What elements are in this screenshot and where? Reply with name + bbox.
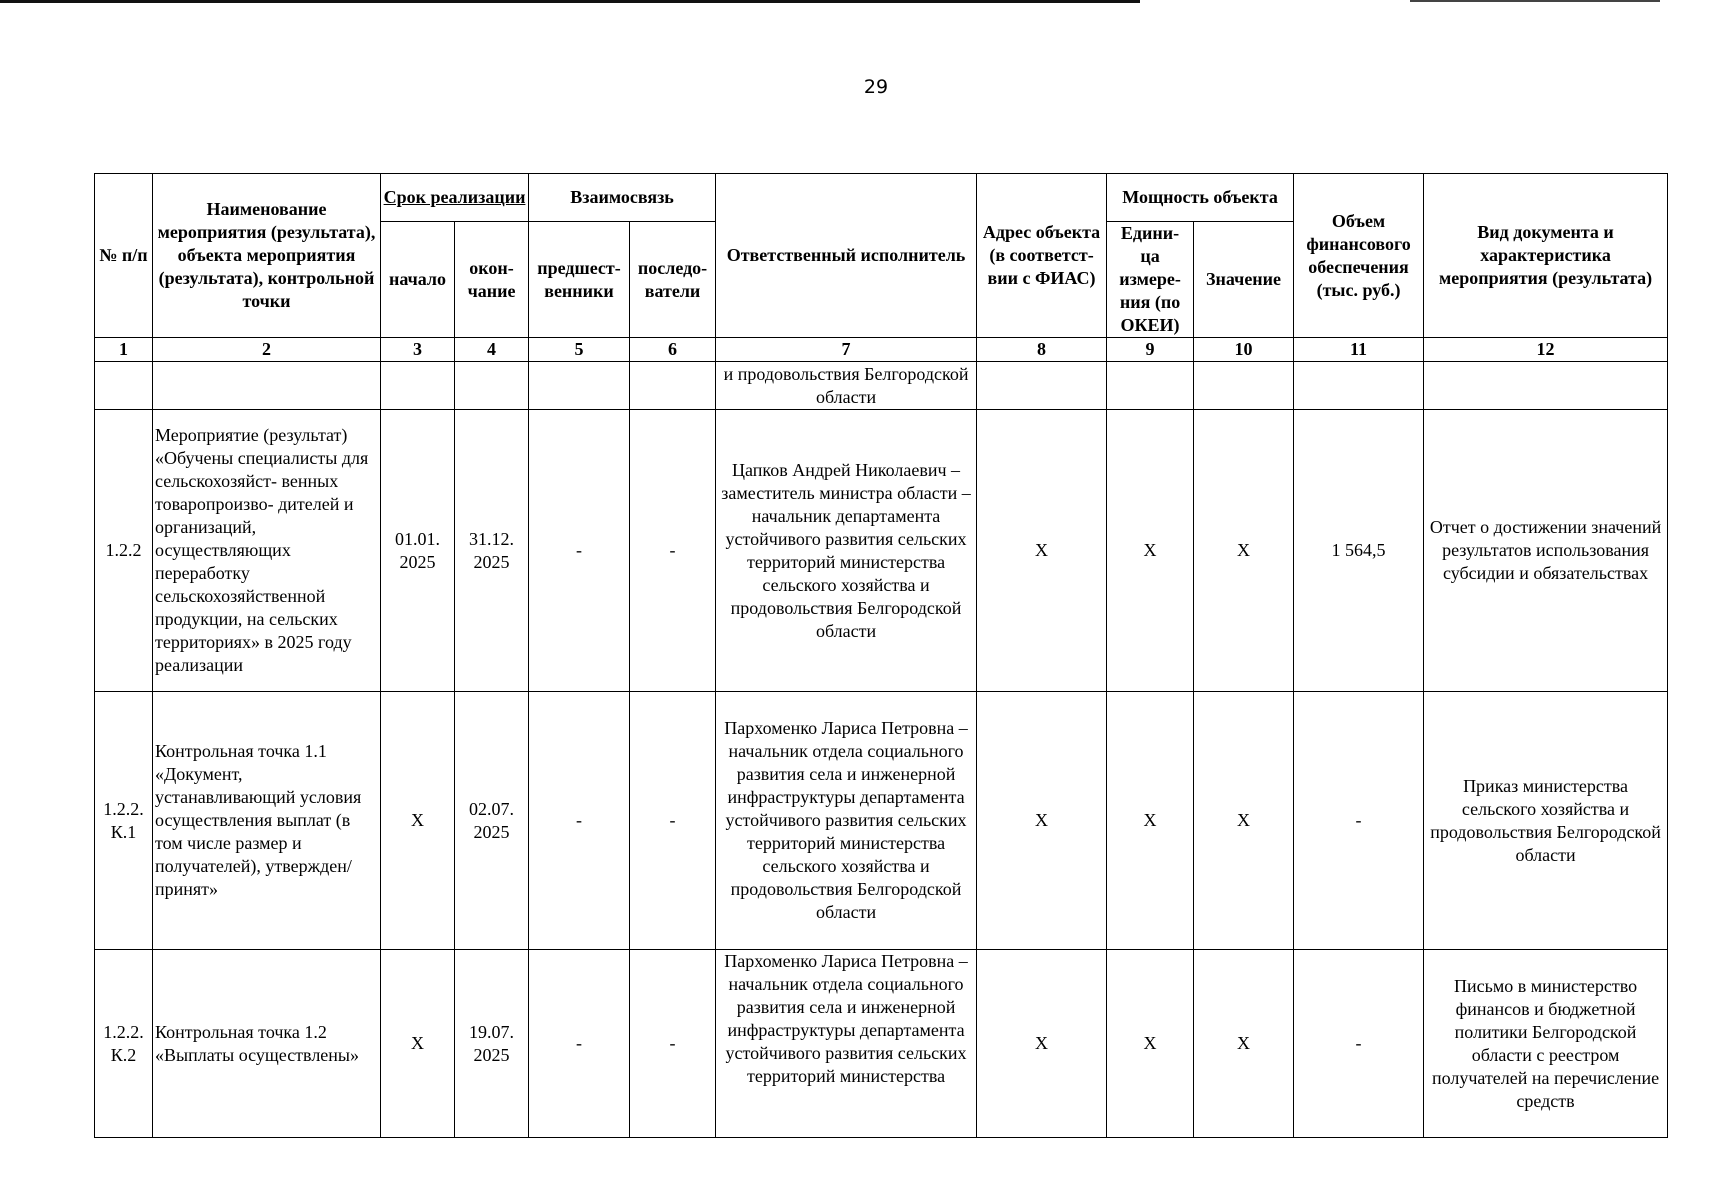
cell-num: 1.2.2. К.2 (95, 950, 153, 1138)
cell-name: Контрольная точка 1.1 «Документ, устанавливающий условия осуществления выплат (в том числе размер и получателей), утвержден/принят» (153, 692, 381, 950)
header-capacity: Мощность объекта (1107, 174, 1294, 222)
cell-next (630, 362, 716, 410)
header-period-start: начало (381, 222, 455, 338)
header-responsible: Ответственный исполнитель (716, 174, 977, 338)
cell-finance: 1 564,5 (1294, 410, 1424, 692)
column-number: 3 (381, 338, 455, 362)
cell-doc: Приказ министерства сельского хозяйства и продовольствия Белгородской области (1424, 692, 1668, 950)
column-number: 11 (1294, 338, 1424, 362)
header-capacity-unit: Едини- ца измере- ния (по ОКЕИ) (1107, 222, 1194, 338)
cell-responsible: Цапков Андрей Николаевич – заместитель министра области – начальник департамента устойчивого развития сельских территорий министерства сельского хозяйства и продовольствия Белгородской области (716, 410, 977, 692)
cell-num: 1.2.2. К.1 (95, 692, 153, 950)
header-finance: Объем финансового обеспечения (тыс. руб.) (1294, 174, 1424, 338)
column-number: 7 (716, 338, 977, 362)
column-number: 12 (1424, 338, 1668, 362)
cell-end: 19.07. 2025 (455, 950, 529, 1138)
table-row (95, 692, 1668, 950)
table-row (95, 950, 1668, 1138)
cell-start (381, 362, 455, 410)
cell-prev: - (529, 410, 630, 692)
cell-start: X (381, 950, 455, 1138)
cell-start: X (381, 692, 455, 950)
cell-prev: - (529, 950, 630, 1138)
header-name: Наименование мероприятия (результата), объекта мероприятия (результата), контрольной точки (153, 174, 381, 338)
cell-doc (1424, 362, 1668, 410)
cell-next: - (630, 950, 716, 1138)
cell-address (977, 362, 1107, 410)
column-number: 2 (153, 338, 381, 362)
column-number: 6 (630, 338, 716, 362)
column-number: 4 (455, 338, 529, 362)
cell-value: X (1194, 692, 1294, 950)
header-link-next: последо- ватели (630, 222, 716, 338)
header-link: Взаимосвязь (529, 174, 716, 222)
top-border-line (0, 0, 1140, 3)
cell-next: - (630, 692, 716, 950)
header-doc-type: Вид документа и характеристика мероприятия (результата) (1424, 174, 1668, 338)
column-number: 10 (1194, 338, 1294, 362)
table-row (95, 410, 1668, 692)
cell-unit: X (1107, 950, 1194, 1138)
cell-end: 02.07. 2025 (455, 692, 529, 950)
cell-end (455, 362, 529, 410)
cell-doc: Письмо в министерство финансов и бюджетной политики Белгородской области с реестром получателей на перечисление средств (1424, 950, 1668, 1138)
cell-responsible: Пархоменко Лариса Петровна – начальник отдела социального развития села и инженерной инфраструктуры департамента устойчивого развития сельских территорий министерства сельского хозяйства и продовольствия Белгородской области (716, 692, 977, 950)
cell-finance: - (1294, 950, 1424, 1138)
cell-finance (1294, 362, 1424, 410)
cell-responsible: Пархоменко Лариса Петровна – начальник отдела социального развития села и инженерной инфраструктуры департамента устойчивого развития сельских территорий министерства (716, 950, 977, 1138)
cell-doc: Отчет о достижении значений результатов использования субсидии и обязательствах (1424, 410, 1668, 692)
cell-value: X (1194, 410, 1294, 692)
cell-responsible: и продовольствия Белгородской области (716, 362, 977, 410)
cell-unit: X (1107, 410, 1194, 692)
cell-unit: X (1107, 692, 1194, 950)
column-number: 8 (977, 338, 1107, 362)
table-row (95, 362, 1668, 410)
cell-address: X (977, 950, 1107, 1138)
cell-address: X (977, 410, 1107, 692)
cell-num: 1.2.2 (95, 410, 153, 692)
cell-address: X (977, 692, 1107, 950)
cell-next: - (630, 410, 716, 692)
cell-prev: - (529, 692, 630, 950)
cell-end: 31.12. 2025 (455, 410, 529, 692)
page-number: 29 (863, 76, 889, 98)
activities-table (94, 173, 1668, 1138)
column-number: 9 (1107, 338, 1194, 362)
header-address: Адрес объекта (в соответст- вии с ФИАС) (977, 174, 1107, 338)
cell-num (95, 362, 153, 410)
cell-value (1194, 362, 1294, 410)
cell-finance: - (1294, 692, 1424, 950)
cell-start: 01.01. 2025 (381, 410, 455, 692)
header-num: № п/п (95, 174, 153, 338)
header-capacity-value: Значение (1194, 222, 1294, 338)
cell-value: X (1194, 950, 1294, 1138)
cell-name (153, 362, 381, 410)
header-link-prev: предшест- венники (529, 222, 630, 338)
header-period: Срок реализации (381, 174, 529, 222)
cell-unit (1107, 362, 1194, 410)
cell-prev (529, 362, 630, 410)
header-period-end: окон- чание (455, 222, 529, 338)
cell-name: Мероприятие (результат) «Обучены специалисты для сельскохозяйст- венных товаропроизво- дителей и организаций, осуществляющих переработку сельскохозяйственной продукции, на сельских территориях» в 2025 году реализации (153, 410, 381, 692)
column-number: 1 (95, 338, 153, 362)
top-border-line-right (1410, 0, 1660, 2)
cell-name: Контрольная точка 1.2 «Выплаты осуществлены» (153, 950, 381, 1138)
column-number: 5 (529, 338, 630, 362)
